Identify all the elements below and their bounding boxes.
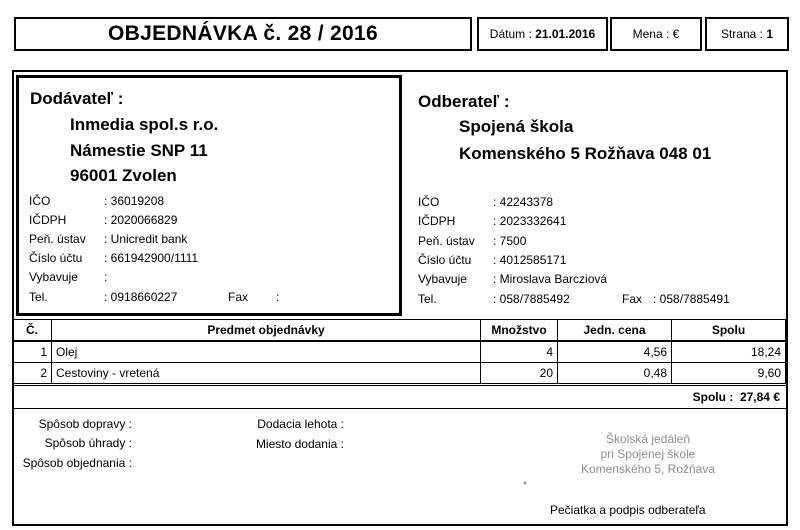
supplier-ico-label: IČO xyxy=(29,194,51,208)
sum-value: 27,84 € xyxy=(739,390,780,404)
supplier-icdph-value: : 2020066829 xyxy=(104,213,178,227)
items-table xyxy=(12,319,786,384)
payment-label: Spôsob úhrady : xyxy=(44,436,132,450)
supplier-name: Inmedia spol.s r.o. xyxy=(70,115,219,134)
date-label: Dátum : xyxy=(489,27,532,41)
date-cell xyxy=(477,17,608,51)
row-no: 2 xyxy=(13,363,52,384)
row-no: 1 xyxy=(13,341,52,363)
page-cell xyxy=(705,17,789,51)
supplier-bank-label: Peň. ústav xyxy=(29,232,86,246)
date-value: 21.01.2016 xyxy=(535,27,596,41)
customer-fax-value: : 058/7885491 xyxy=(653,292,730,306)
supplier-city: 96001 Zvolen xyxy=(70,166,177,185)
customer-fax-label: Fax xyxy=(622,292,643,306)
supplier-contact-value: : xyxy=(104,270,108,284)
customer-bank-value: : 7500 xyxy=(493,234,527,248)
customer-tel-value: : 058/7885492 xyxy=(493,292,570,306)
customer-name: Spojená škola xyxy=(459,117,574,136)
order-title xyxy=(14,17,472,51)
currency-value: € xyxy=(672,27,680,41)
col-item: Predmet objednávky xyxy=(52,320,481,342)
supplier-contact-label: Vybavuje xyxy=(29,270,78,284)
page-value: 1 xyxy=(766,27,774,41)
supplier-tel-label: Tel. xyxy=(29,290,48,304)
row-unit-price: 0,48 xyxy=(558,363,672,384)
stamp-line-1: Školská jedáleň xyxy=(605,432,691,446)
supplier-bank-value: : Unicredit bank xyxy=(104,232,188,246)
supplier-fax-value: : xyxy=(276,290,280,304)
col-unit-price: Jedn. cena xyxy=(558,320,672,342)
delivery-place-label: Miesto dodania : xyxy=(255,437,344,451)
row-total: 18,24 xyxy=(672,341,786,363)
customer-contact-value: : Miroslava Barcziová xyxy=(493,272,608,286)
sum-label: Spolu : xyxy=(692,390,734,404)
delivery-time-label: Dodacia lehota : xyxy=(257,417,344,431)
col-no: Č. xyxy=(13,320,52,342)
customer-account-label: Číslo účtu xyxy=(418,253,472,267)
customer-bank-label: Peň. ústav xyxy=(418,234,475,248)
row-qty: 20 xyxy=(481,363,558,384)
supplier-tel-value: : 0918660227 xyxy=(104,290,178,304)
row-total: 9,60 xyxy=(672,363,786,384)
signature-label: Pečiatka a podpis odberateľa xyxy=(550,503,706,517)
currency-cell xyxy=(610,17,702,51)
sum-text xyxy=(620,390,780,404)
row-qty: 4 xyxy=(481,341,558,363)
transport-label: Spôsob dopravy : xyxy=(38,417,132,431)
col-total: Spolu xyxy=(672,320,786,342)
row-item: Cestoviny - vretená xyxy=(52,363,481,384)
customer-ico-label: IČO xyxy=(418,195,440,209)
page-label: Strana : xyxy=(720,27,763,41)
stamp xyxy=(548,432,748,477)
supplier-ico-value: : 36019208 xyxy=(104,194,165,208)
row-item: Olej xyxy=(52,341,481,363)
customer-contact-label: Vybavuje xyxy=(418,272,467,286)
supplier-street: Námestie SNP 11 xyxy=(70,141,208,160)
supplier-account-value: : 661942900/1111 xyxy=(104,251,199,265)
supplier-icdph-label: IČDPH xyxy=(29,213,67,227)
table-header-row xyxy=(13,320,786,342)
table-row xyxy=(13,341,786,363)
stamp-dot xyxy=(524,482,527,485)
table-row xyxy=(13,363,786,384)
currency-label: Mena : xyxy=(632,27,670,41)
row-unit-price: 4,56 xyxy=(558,341,672,363)
customer-tel-label: Tel. xyxy=(418,292,437,306)
customer-icdph-label: IČDPH xyxy=(418,214,456,228)
customer-icdph-value: : 2023332641 xyxy=(493,214,567,228)
order-method-label: Spôsob objednania : xyxy=(22,456,132,470)
supplier-fax-label: Fax xyxy=(228,290,249,304)
customer-ico-value: : 42243378 xyxy=(493,195,554,209)
customer-account-value: : 4012585171 xyxy=(493,253,567,267)
supplier-account-label: Číslo účtu xyxy=(29,251,83,265)
stamp-line-3: Komenského 5, Rožňava xyxy=(580,462,716,476)
order-title-text: OBJEDNÁVKA č. 28 / 2016 xyxy=(108,22,378,45)
col-qty: Množstvo xyxy=(481,320,558,342)
customer-address: Komenského 5 Rožňava 048 01 xyxy=(459,144,712,163)
customer-heading: Odberateľ : xyxy=(418,92,510,111)
stamp-line-2: pri Spojenej škole xyxy=(600,447,696,461)
supplier-heading: Dodávateľ : xyxy=(30,89,124,108)
